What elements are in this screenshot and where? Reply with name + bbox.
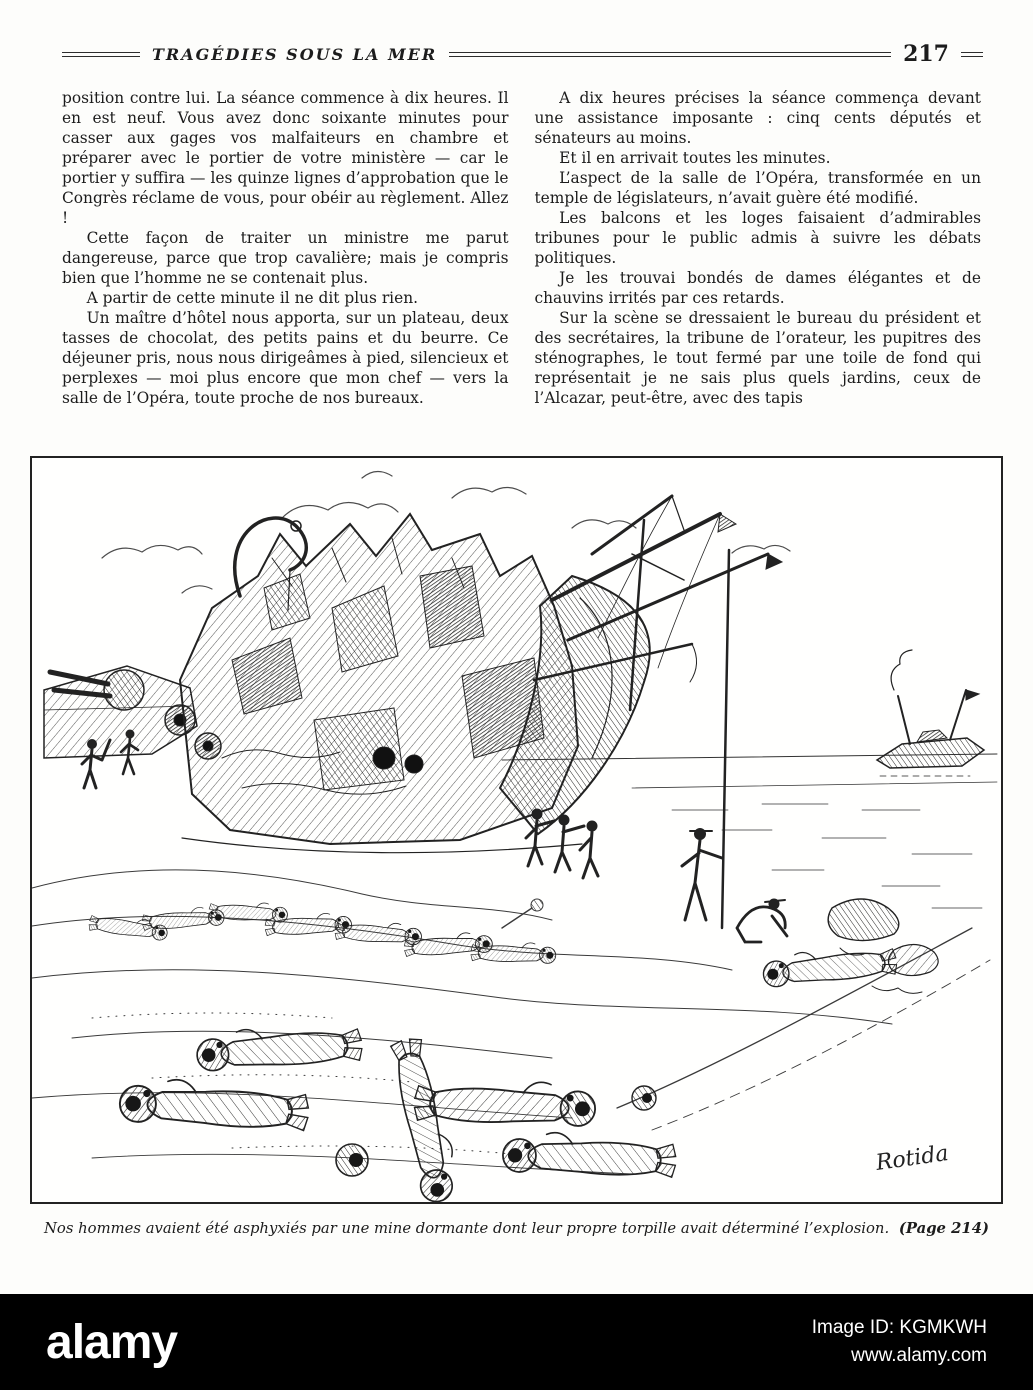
alamy-logo: alamy (46, 1315, 178, 1369)
paragraph: Je les trouvai bondés de dames élégantes et de chauvins irrités par ces retards. (534, 269, 981, 308)
caption-page-ref: (Page 214) (898, 1220, 989, 1237)
diver-body-near-kneeler (762, 943, 898, 988)
illustration-caption (40, 1220, 993, 1237)
watermark-bar (0, 1294, 1033, 1390)
paragraph: A partir de cette minute il ne dit plus rien. (86, 289, 419, 308)
illustration-frame (30, 456, 1003, 1204)
page-number: 217 (903, 41, 949, 67)
image-id: Image ID: KGMKWH (811, 1316, 987, 1338)
footer-meta (812, 1314, 987, 1371)
paragraph: position contre lui. La séance commence à dix heures. Il en est neuf. Vous avez donc soixante minutes pour casser aux gages vos malfaiteurs en chambre et préparer avec le portier de votre ministère — car le portier y suffira — les quinze lignes d’approbation que le Congrès réclame de vous, pour obéir au règlement. Allez ! (62, 89, 509, 228)
header-rule-right (961, 52, 983, 57)
paragraph: L’aspect de la salle de l’Opéra, transformée en un temple de législateurs, n’avait guère été modifié. (534, 169, 981, 208)
paragraph: Cette façon de traiter un ministre me parut dangereuse, parce que trop cavalière; mais je compris bien que l’homme ne se contenait plus. (62, 229, 509, 288)
paragraph: Un maître d’hôtel nous apporta, sur un plateau, deux tasses de chocolat, des petits pains et du beurre. Ce déjeuner pris, nous nous dirigeâmes à pied, silencieux et perplexes — moi plus encore que mon chef — vers la salle de l’Opéra, toute proche de nos bureaux. (62, 309, 509, 408)
paragraph: Les balcons et les loges faisaient d’admirables tribunes pour le public admis à suivre les débats politiques. (534, 209, 981, 268)
caption-text: Nos hommes avaient été asphyxiés par une mine dormante dont leur propre torpille avait déterminé l’explosion. (43, 1220, 890, 1237)
wreck-illustration (32, 458, 1001, 1202)
page-title: TRAGÉDIES SOUS LA MER (152, 44, 438, 64)
header-rule-left (62, 52, 140, 57)
header-rule-mid (449, 52, 891, 57)
wreck (44, 496, 782, 853)
paragraph: Sur la scène se dressaient le bureau du président et des secrétaires, la tribune de l’orateur, les pupitres des sténographes, le tout fermé par une toile de fond qui représentait je ne sais plus quels jardins, ceux de l’Alcazar, peut-être, avec des tapis (534, 309, 981, 408)
text-block (62, 88, 981, 408)
diver-bodies-foreground (119, 1022, 676, 1202)
paragraph: A dix heures précises la séance commença devant une assistance imposante : cinq cents députés et sénateurs au moins. (534, 89, 981, 148)
paragraph: Et il en arrivait toutes les minutes. (559, 149, 831, 168)
left-column (62, 88, 509, 408)
page-header (62, 42, 983, 66)
website-url: www.alamy.com (851, 1345, 987, 1366)
sinking-ship-distant (877, 650, 984, 776)
right-column (535, 88, 982, 408)
artist-signature: Rotida (874, 1141, 951, 1176)
